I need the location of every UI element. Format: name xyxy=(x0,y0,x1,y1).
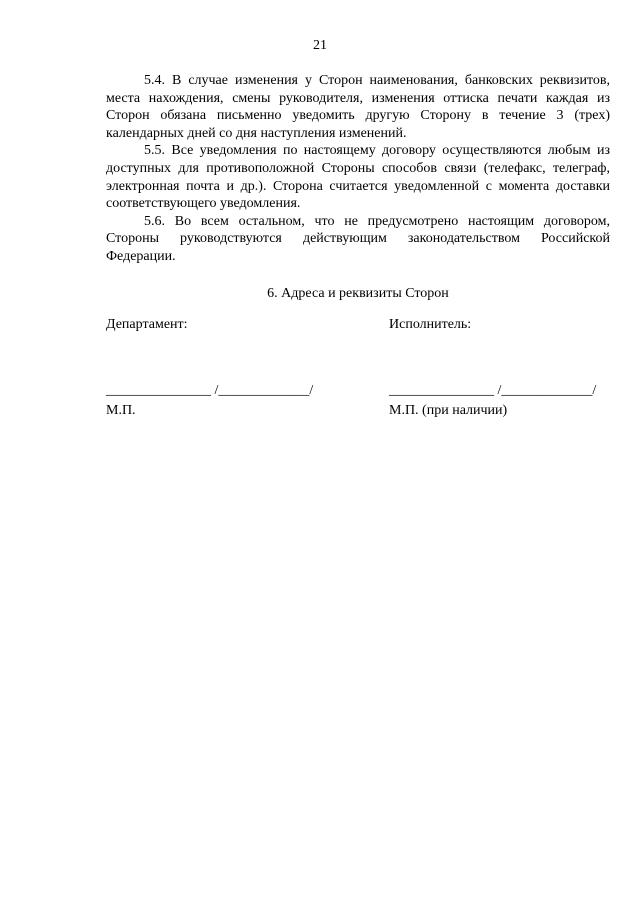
paragraph-5-5: 5.5. Все уведомления по настоящему договору осуществляются любым из доступных для противоположной Стороны способов связи (телефакс, телеграф, электронная почта и др.). Сторона считается уведомленной с момента доставки соответствующего уведомления. xyxy=(106,143,610,212)
paragraph-5-4: 5.4. В случае изменения у Сторон наименования, банковских реквизитов, места нахождения, смены руководителя, изменения оттиска печати каждая из Сторон обязана письменно уведомить другую Сторону в течение 3 (трех) календарных дней со дня наступления изменений. xyxy=(106,73,610,141)
page-number: 21 xyxy=(313,38,327,53)
document-body xyxy=(106,72,610,302)
stamp-label: М.П. xyxy=(106,403,136,418)
signature-line: _______________ /_____________/ xyxy=(106,383,314,398)
party-label: Департамент: xyxy=(106,317,188,332)
party-department xyxy=(106,316,346,418)
stamp-label: М.П. (при наличии) xyxy=(389,403,508,418)
paragraph-5-6: 5.6. Во всем остальном, что не предусмотрено настоящим договором, Стороны руководствуются действующим законодательством Российской Федерации. xyxy=(106,213,610,264)
section-title: 6. Адреса и реквизиты Сторон xyxy=(267,285,449,301)
party-contractor xyxy=(389,316,629,418)
party-label: Исполнитель: xyxy=(389,317,472,332)
signature-line: _______________ /_____________/ xyxy=(389,383,597,398)
